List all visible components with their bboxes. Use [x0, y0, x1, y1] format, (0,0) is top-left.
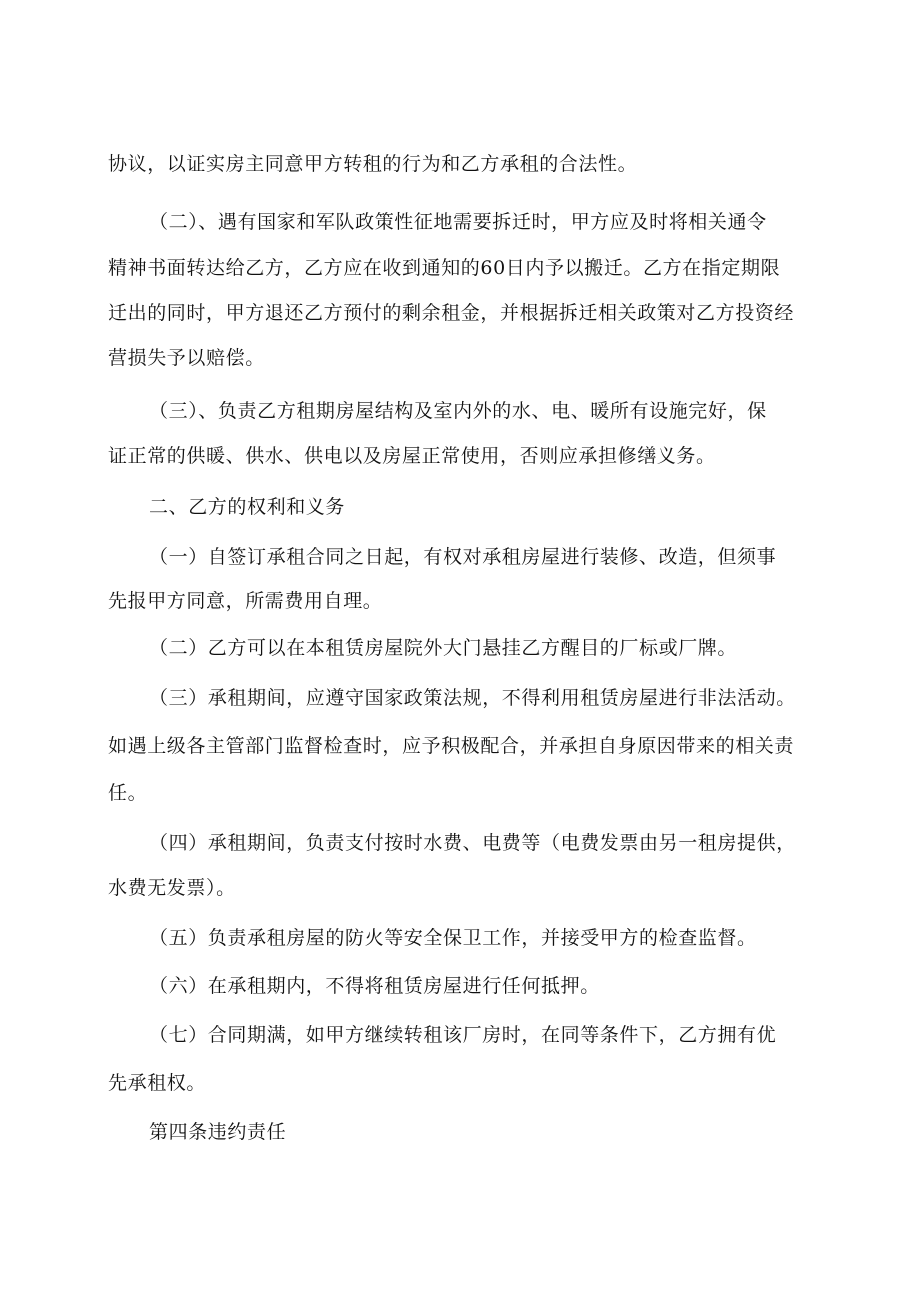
- text-line: 先承租权。: [108, 1072, 207, 1094]
- text-line: 迁出的同时，甲方退还乙方预付的剩余租金，并根据拆迁相关政策对乙方投资经: [108, 302, 795, 324]
- text-line: 先报甲方同意，所需费用自理。: [108, 590, 383, 612]
- text-line: （二）、遇有国家和军队政策性征地需要拆迁时，甲方应及时将相关通令: [149, 211, 767, 233]
- text-line: 营损失予以赔偿。: [108, 347, 265, 369]
- text-line: 任。: [108, 782, 148, 804]
- text-line: （四）承租期间，负责支付按时水费、电费等（电费发票由另一租房提供，: [149, 832, 796, 854]
- text-line: 如遇上级各主管部门监督检查时，应予积极配合，并承担自身原因带来的相关责: [108, 735, 795, 757]
- text-line: 证正常的供暖、供水、供电以及房屋正常使用，否则应承担修缮义务。: [108, 445, 716, 467]
- section-heading: 二、乙方的权利和义务: [149, 496, 346, 518]
- text-line: 精神书面转达给乙方，乙方应在收到通知的60日内予以搬迁。乙方在指定期限: [108, 257, 781, 279]
- text-line: （二）乙方可以在本租赁房屋院外大门悬挂乙方醒目的厂标或厂牌。: [149, 637, 738, 659]
- text-line: （五）负责承租房屋的防火等安全保卫工作，并接受甲方的检查监督。: [149, 927, 757, 949]
- text-line: （七）合同期满，如甲方继续转租该厂房时，在同等条件下，乙方拥有优: [149, 1024, 777, 1046]
- text-line: （一）自签订承租合同之日起，有权对承租房屋进行装修、改造，但须事: [149, 546, 777, 568]
- text-line: 水费无发票）。: [108, 877, 236, 899]
- section-heading: 第四条违约责任: [149, 1121, 287, 1143]
- text-line: 协议，以证实房主同意甲方转租的行为和乙方承租的合法性。: [108, 153, 638, 175]
- text-line: （六）在承租期内，不得将租赁房屋进行任何抵押。: [149, 975, 600, 997]
- text-line: （三）、负责乙方租期房屋结构及室内外的水、电、暖所有设施完好，保: [149, 400, 767, 422]
- text-line: （三）承租期间，应遵守国家政策法规，不得利用租赁房屋进行非法活动。: [149, 687, 796, 709]
